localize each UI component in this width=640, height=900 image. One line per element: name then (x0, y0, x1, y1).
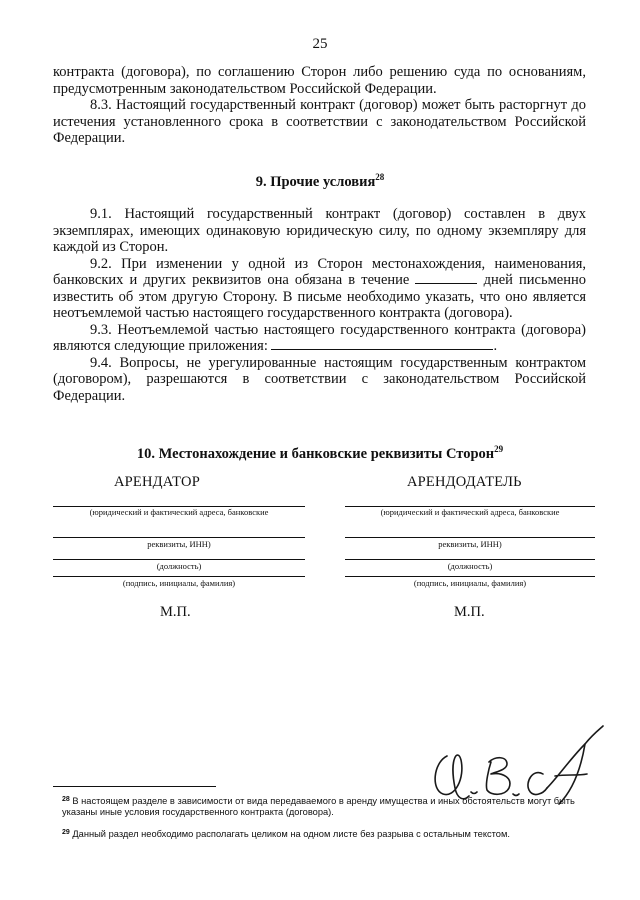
clause-9-3-text: 9.3. Неотъемлемой частью настоящего государственного контракта (договора) являются следующие приложения: (53, 321, 586, 354)
landlord-position-line (345, 559, 595, 560)
landlord-address-caption: (юридический и фактический адреса, банковские (380, 507, 560, 517)
section9-heading (0, 172, 640, 191)
landlord-stamp-place: М.П. (454, 604, 485, 620)
tenant-address-caption: (юридический и фактический адреса, банковские (89, 507, 269, 517)
section10-heading (0, 444, 640, 463)
tenant-signature-line (53, 576, 305, 577)
clause-9-1: 9.1. Настоящий государственный контракт (договор) составлен в двух экземплярах, имеющих одинаковую юридическую силу, по одному экземпляру для каждой из Сторон. (53, 206, 586, 255)
tenant-title: АРЕНДАТОР (114, 474, 200, 490)
clause-9-3 (53, 322, 586, 355)
footnote-29 (62, 827, 592, 840)
tenant-stamp-place: М.П. (160, 604, 191, 620)
days-blank (415, 272, 477, 284)
section8-continuation-line2: предусмотренным законодательством Российской Федерации. (53, 80, 437, 97)
tenant-requisites-caption: реквизиты, ИНН) (147, 539, 211, 549)
page-number: 25 (312, 36, 328, 52)
landlord-requisites-caption: реквизиты, ИНН) (438, 539, 502, 549)
footnote-28-text: В настоящем разделе в зависимости от вида передаваемого в аренду имущества и иных обстоятельств могут быть указаны иные условия государственного контракта (договора). (62, 796, 575, 817)
landlord-position-caption: (должность) (447, 561, 493, 571)
section10-heading-text: 10. Местонахождение и банковские реквизиты Сторон (136, 446, 495, 462)
section8-continuation-line1: контракта (договора), по соглашению Сторон либо решению суда по основаниям, (53, 64, 586, 80)
landlord-signature-line (345, 576, 595, 577)
footnote-divider (53, 786, 216, 787)
tenant-position-caption: (должность) (156, 561, 202, 571)
section9-heading-text: 9. Прочие условия (255, 174, 376, 190)
appendices-blank (271, 338, 493, 350)
tenant-signature-caption: (подпись, инициалы, фамилия) (122, 578, 236, 588)
clause-9-2-part2: дней письменно известить об этом другую Сторону. В письме необходимо указать, что оно является неотъемлемой частью настоящего государственного контракта (договора). (53, 272, 586, 321)
footnote-ref-28: 28 (375, 172, 385, 182)
clause-9-2 (53, 256, 586, 322)
tenant-requisites-line (53, 537, 305, 538)
footnote-28-number: 28 (62, 796, 70, 803)
section9-text (53, 206, 586, 404)
clause-8-3: 8.3. Настоящий государственный контракт (договор) может быть расторгнут до истечения установленного срока в соответствии с законодательством Российской Федерации. (53, 97, 586, 146)
footnote-28 (62, 794, 592, 818)
clause-9-2-part1: 9.2. При изменении у одной из Сторон местонахождения, наименования, банковских и других реквизитов она обязана в течение (53, 255, 586, 288)
landlord-title: АРЕНДОДАТЕЛЬ (407, 474, 522, 490)
landlord-signature-caption: (подпись, инициалы, фамилия) (413, 578, 527, 588)
clause-9-4: 9.4. Вопросы, не урегулированные настоящим государственным контрактом (договором), разрешаются в соответствии с законодательством Российской Федерации. (53, 354, 586, 404)
section8-text (53, 64, 586, 147)
tenant-position-line (53, 559, 305, 560)
landlord-requisites-line (345, 537, 595, 538)
footnote-29-text: Данный раздел необходимо располагать целиком на одном листе без разрыва с остальным текстом. (72, 829, 510, 839)
footnote-29-number: 29 (62, 829, 70, 836)
clause-9-3-end: . (493, 338, 498, 354)
footnote-ref-29: 29 (494, 444, 504, 454)
